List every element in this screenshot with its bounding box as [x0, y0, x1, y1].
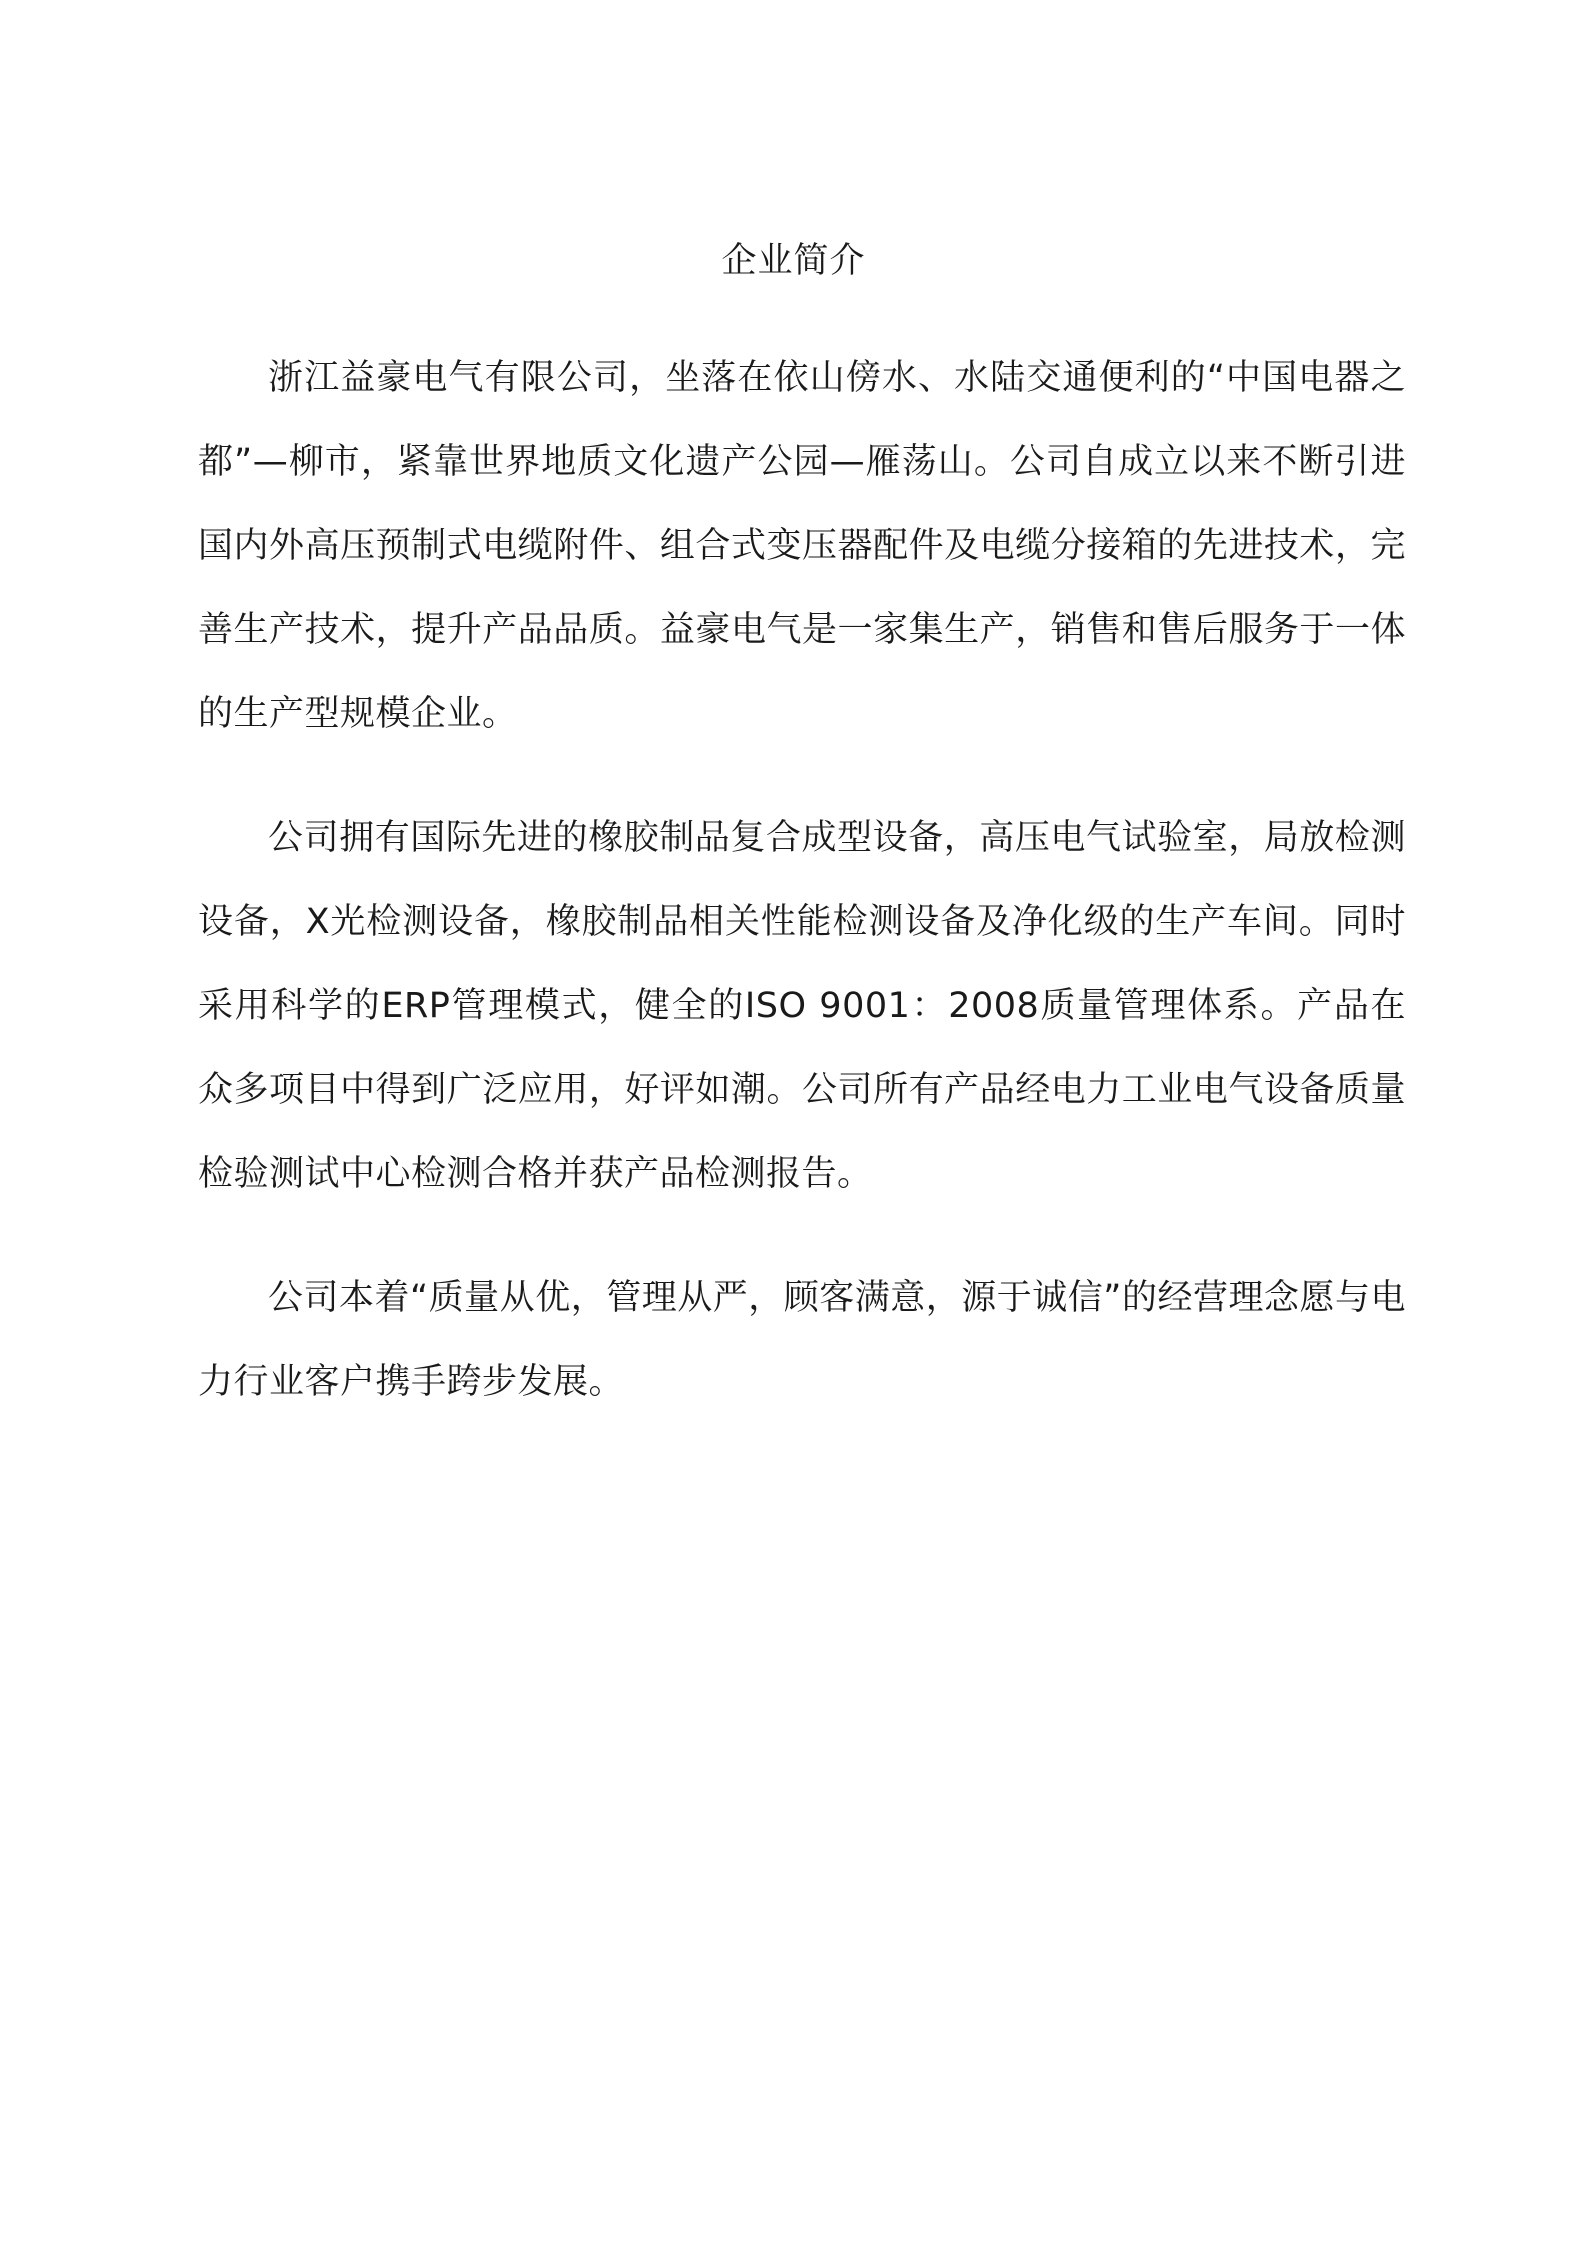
document-body [198, 336, 1406, 1464]
document-title: 企业简介 [721, 241, 866, 281]
paragraph-equipment-quality: 公司拥有国际先进的橡胶制品复合成型设备，高压电气试验室，局放检测设备，X光检测设备，橡胶制品相关性能检测设备及净化级的生产车间。同时采用科学的ERP管理模式，健全的ISO 9001：2008质量管理体系。产品在众多项目中得到广泛应用，好评如潮。公司所有产品经电力工业电气设备质量检验测试中心检测合格并获产品检测报告。 [198, 818, 1406, 1194]
paragraph-company-overview: 浙江益豪电气有限公司，坐落在依山傍水、水陆交通便利的“中国电器之都”—柳市，紧靠世界地质文化遗产公园—雁荡山。公司自成立以来不断引进国内外高压预制式电缆附件、组合式变压器配件及电缆分接箱的先进技术，完善生产技术，提升产品品质。益豪电气是一家集生产，销售和售后服务于一体的生产型规模企业。 [198, 358, 1406, 734]
paragraph-business-philosophy: 公司本着“质量从优，管理从严，顾客满意，源于诚信”的经营理念愿与电力行业客户携手跨步发展。 [198, 1278, 1406, 1402]
